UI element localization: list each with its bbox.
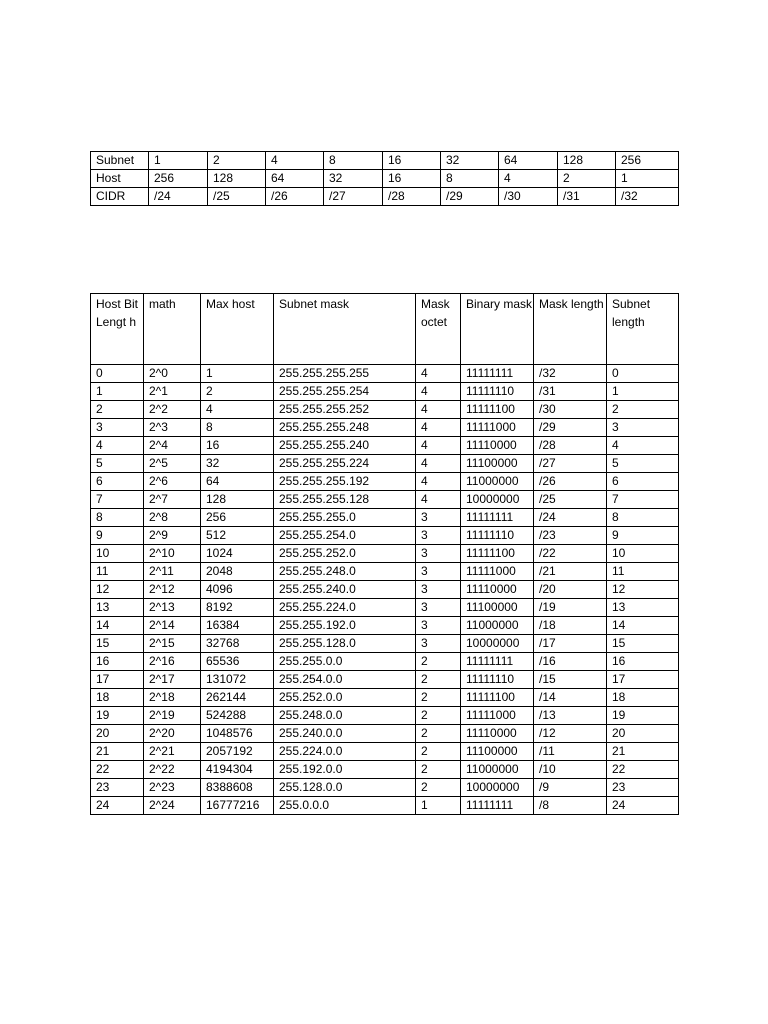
mask-length-cell: /11 [534, 743, 607, 761]
host-bit-length-cell: 2 [91, 401, 144, 419]
binary-mask-cell: 11111100 [461, 545, 534, 563]
max-host-cell: 524288 [201, 707, 274, 725]
subnet-mask-cell: 255.224.0.0 [274, 743, 416, 761]
max-host-cell: 1024 [201, 545, 274, 563]
max-host-cell: 8 [201, 419, 274, 437]
mask-octet-cell: 2 [416, 689, 461, 707]
table-row [91, 779, 679, 797]
mask-length-cell: /32 [534, 365, 607, 383]
mask-octet-cell: 4 [416, 419, 461, 437]
mask-length-cell: /16 [534, 653, 607, 671]
binary-mask-cell: 11110000 [461, 725, 534, 743]
host-bit-length-cell: 6 [91, 473, 144, 491]
math-cell: 2^0 [144, 365, 201, 383]
subnet-length-cell: 6 [607, 473, 679, 491]
summary-cell: /29 [441, 188, 499, 206]
subnet-mask-cell: 255.255.255.252 [274, 401, 416, 419]
subnet-length-cell: 20 [607, 725, 679, 743]
mask-octet-cell: 3 [416, 545, 461, 563]
subnet-mask-cell: 255.255.255.255 [274, 365, 416, 383]
table-row [91, 383, 679, 401]
host-bit-length-cell: 16 [91, 653, 144, 671]
mask-octet-cell: 3 [416, 527, 461, 545]
math-cell: 2^1 [144, 383, 201, 401]
summary-cell: 32 [441, 152, 499, 170]
host-bit-length-cell: 22 [91, 761, 144, 779]
binary-mask-cell: 11111000 [461, 707, 534, 725]
subnet-mask-cell: 255.255.255.128 [274, 491, 416, 509]
table-row [91, 563, 679, 581]
mask-length-cell: /8 [534, 797, 607, 815]
host-bit-length-cell: 11 [91, 563, 144, 581]
host-bit-length-cell: 12 [91, 581, 144, 599]
table-row [91, 689, 679, 707]
table-row [91, 401, 679, 419]
mask-length-cell: /27 [534, 455, 607, 473]
math-cell: 2^7 [144, 491, 201, 509]
summary-cell: /25 [208, 188, 266, 206]
mask-length-cell: /19 [534, 599, 607, 617]
mask-octet-cell: 3 [416, 509, 461, 527]
summary-cell: /32 [616, 188, 679, 206]
binary-mask-cell: 11110000 [461, 581, 534, 599]
max-host-cell: 256 [201, 509, 274, 527]
header-max-host: Max host [201, 294, 274, 365]
max-host-cell: 65536 [201, 653, 274, 671]
max-host-cell: 4194304 [201, 761, 274, 779]
binary-mask-cell: 11111111 [461, 365, 534, 383]
header-subnet-length: Subnet length [607, 294, 679, 365]
subnet-mask-cell: 255.255.255.224 [274, 455, 416, 473]
max-host-cell: 128 [201, 491, 274, 509]
math-cell: 2^11 [144, 563, 201, 581]
mask-octet-cell: 3 [416, 581, 461, 599]
binary-mask-cell: 11111000 [461, 563, 534, 581]
subnet-length-cell: 16 [607, 653, 679, 671]
subnet-length-cell: 12 [607, 581, 679, 599]
subnet-mask-cell: 255.192.0.0 [274, 761, 416, 779]
mask-length-cell: /22 [534, 545, 607, 563]
summary-cell: 8 [324, 152, 383, 170]
mask-octet-cell: 4 [416, 401, 461, 419]
math-cell: 2^12 [144, 581, 201, 599]
table-row [91, 671, 679, 689]
mask-length-cell: /20 [534, 581, 607, 599]
table-row [91, 725, 679, 743]
subnet-length-cell: 13 [607, 599, 679, 617]
mask-octet-cell: 4 [416, 473, 461, 491]
max-host-cell: 1048576 [201, 725, 274, 743]
binary-mask-cell: 11110000 [461, 437, 534, 455]
binary-mask-cell: 11111111 [461, 509, 534, 527]
table-row [91, 761, 679, 779]
host-bit-length-cell: 13 [91, 599, 144, 617]
mask-octet-cell: 4 [416, 491, 461, 509]
subnet-length-cell: 11 [607, 563, 679, 581]
mask-octet-cell: 4 [416, 437, 461, 455]
mask-length-cell: /17 [534, 635, 607, 653]
max-host-cell: 1 [201, 365, 274, 383]
subnet-mask-cell: 255.255.224.0 [274, 599, 416, 617]
binary-mask-cell: 11111111 [461, 797, 534, 815]
subnet-mask-cell: 255.255.240.0 [274, 581, 416, 599]
binary-mask-cell: 11111110 [461, 671, 534, 689]
max-host-cell: 262144 [201, 689, 274, 707]
subnet-length-cell: 15 [607, 635, 679, 653]
math-cell: 2^13 [144, 599, 201, 617]
table-row [91, 545, 679, 563]
mask-octet-cell: 3 [416, 617, 461, 635]
host-bit-length-cell: 8 [91, 509, 144, 527]
mask-length-cell: /28 [534, 437, 607, 455]
math-cell: 2^14 [144, 617, 201, 635]
max-host-cell: 32768 [201, 635, 274, 653]
host-bit-length-cell: 17 [91, 671, 144, 689]
host-bit-length-cell: 24 [91, 797, 144, 815]
binary-mask-cell: 11111110 [461, 527, 534, 545]
summary-cell: 128 [208, 170, 266, 188]
subnet-mask-cell: 255.255.252.0 [274, 545, 416, 563]
subnet-summary-body [91, 152, 679, 206]
header-math: math [144, 294, 201, 365]
summary-cell: 2 [208, 152, 266, 170]
subnet-length-cell: 22 [607, 761, 679, 779]
summary-cell: /26 [266, 188, 324, 206]
table-row [91, 617, 679, 635]
host-bit-length-cell: 0 [91, 365, 144, 383]
mask-octet-cell: 4 [416, 383, 461, 401]
summary-cell: 64 [499, 152, 558, 170]
max-host-cell: 131072 [201, 671, 274, 689]
mask-octet-cell: 3 [416, 599, 461, 617]
binary-mask-cell: 11000000 [461, 473, 534, 491]
summary-row [91, 152, 679, 170]
binary-mask-cell: 11000000 [461, 617, 534, 635]
host-bit-length-cell: 4 [91, 437, 144, 455]
math-cell: 2^21 [144, 743, 201, 761]
header-subnet-mask: Subnet mask [274, 294, 416, 365]
mask-length-cell: /25 [534, 491, 607, 509]
binary-mask-cell: 11111100 [461, 689, 534, 707]
subnet-length-cell: 19 [607, 707, 679, 725]
max-host-cell: 8192 [201, 599, 274, 617]
subnet-mask-cell: 255.255.255.254 [274, 383, 416, 401]
host-bit-length-cell: 15 [91, 635, 144, 653]
math-cell: 2^24 [144, 797, 201, 815]
table-row [91, 437, 679, 455]
table-row [91, 491, 679, 509]
math-cell: 2^5 [144, 455, 201, 473]
max-host-cell: 16777216 [201, 797, 274, 815]
subnet-mask-cell: 255.255.255.248 [274, 419, 416, 437]
mask-length-cell: /24 [534, 509, 607, 527]
subnet-mask-cell: 255.255.192.0 [274, 617, 416, 635]
subnet-reference-body [91, 365, 679, 815]
max-host-cell: 16384 [201, 617, 274, 635]
host-bit-length-cell: 9 [91, 527, 144, 545]
mask-length-cell: /15 [534, 671, 607, 689]
host-bit-length-cell: 20 [91, 725, 144, 743]
summary-cell: 16 [383, 152, 441, 170]
subnet-length-cell: 17 [607, 671, 679, 689]
table-row [91, 599, 679, 617]
header-binary-mask: Binary mask [461, 294, 534, 365]
subnet-length-cell: 1 [607, 383, 679, 401]
mask-octet-cell: 4 [416, 365, 461, 383]
host-bit-length-cell: 1 [91, 383, 144, 401]
subnet-length-cell: 24 [607, 797, 679, 815]
subnet-mask-cell: 255.255.248.0 [274, 563, 416, 581]
table-row [91, 581, 679, 599]
summary-cell: 128 [558, 152, 616, 170]
math-cell: 2^10 [144, 545, 201, 563]
subnet-mask-cell: 255.248.0.0 [274, 707, 416, 725]
mask-length-cell: /12 [534, 725, 607, 743]
summary-row [91, 188, 679, 206]
mask-length-cell: /14 [534, 689, 607, 707]
subnet-mask-cell: 255.0.0.0 [274, 797, 416, 815]
math-cell: 2^23 [144, 779, 201, 797]
subnet-length-cell: 0 [607, 365, 679, 383]
header-mask-octet: Mask octet [416, 294, 461, 365]
binary-mask-cell: 11100000 [461, 743, 534, 761]
subnet-length-cell: 18 [607, 689, 679, 707]
binary-mask-cell: 11111111 [461, 653, 534, 671]
summary-cell: /30 [499, 188, 558, 206]
summary-cell: 8 [441, 170, 499, 188]
summary-row-label: Host [91, 170, 149, 188]
max-host-cell: 4096 [201, 581, 274, 599]
mask-length-cell: /10 [534, 761, 607, 779]
subnet-reference-table [90, 293, 679, 815]
math-cell: 2^8 [144, 509, 201, 527]
mask-octet-cell: 3 [416, 563, 461, 581]
summary-cell: 4 [499, 170, 558, 188]
summary-cell: /27 [324, 188, 383, 206]
math-cell: 2^18 [144, 689, 201, 707]
summary-cell: /28 [383, 188, 441, 206]
subnet-mask-cell: 255.255.255.240 [274, 437, 416, 455]
table-row [91, 743, 679, 761]
subnet-mask-cell: 255.128.0.0 [274, 779, 416, 797]
subnet-summary-table [90, 151, 679, 206]
summary-cell: 2 [558, 170, 616, 188]
subnet-length-cell: 5 [607, 455, 679, 473]
math-cell: 2^20 [144, 725, 201, 743]
mask-length-cell: /29 [534, 419, 607, 437]
host-bit-length-cell: 23 [91, 779, 144, 797]
binary-mask-cell: 11111100 [461, 401, 534, 419]
table-row [91, 635, 679, 653]
max-host-cell: 64 [201, 473, 274, 491]
max-host-cell: 2057192 [201, 743, 274, 761]
mask-length-cell: /26 [534, 473, 607, 491]
host-bit-length-cell: 19 [91, 707, 144, 725]
table-row [91, 365, 679, 383]
max-host-cell: 512 [201, 527, 274, 545]
binary-mask-cell: 11111110 [461, 383, 534, 401]
host-bit-length-cell: 3 [91, 419, 144, 437]
summary-cell: 16 [383, 170, 441, 188]
table-row [91, 797, 679, 815]
mask-octet-cell: 2 [416, 725, 461, 743]
subnet-mask-cell: 255.255.0.0 [274, 653, 416, 671]
mask-length-cell: /13 [534, 707, 607, 725]
summary-cell: 64 [266, 170, 324, 188]
subnet-length-cell: 2 [607, 401, 679, 419]
header-mask-length: Mask length [534, 294, 607, 365]
subnet-mask-cell: 255.255.254.0 [274, 527, 416, 545]
table-row [91, 509, 679, 527]
mask-octet-cell: 2 [416, 671, 461, 689]
mask-octet-cell: 2 [416, 779, 461, 797]
mask-octet-cell: 4 [416, 455, 461, 473]
mask-octet-cell: 2 [416, 743, 461, 761]
max-host-cell: 16 [201, 437, 274, 455]
subnet-length-cell: 7 [607, 491, 679, 509]
math-cell: 2^15 [144, 635, 201, 653]
summary-cell: 1 [149, 152, 208, 170]
math-cell: 2^22 [144, 761, 201, 779]
math-cell: 2^17 [144, 671, 201, 689]
mask-octet-cell: 2 [416, 653, 461, 671]
host-bit-length-cell: 14 [91, 617, 144, 635]
subnet-length-cell: 10 [607, 545, 679, 563]
summary-row [91, 170, 679, 188]
table-row [91, 527, 679, 545]
subnet-mask-cell: 255.252.0.0 [274, 689, 416, 707]
binary-mask-cell: 10000000 [461, 491, 534, 509]
binary-mask-cell: 10000000 [461, 635, 534, 653]
subnet-mask-cell: 255.254.0.0 [274, 671, 416, 689]
subnet-length-cell: 23 [607, 779, 679, 797]
math-cell: 2^9 [144, 527, 201, 545]
summary-cell: /31 [558, 188, 616, 206]
math-cell: 2^6 [144, 473, 201, 491]
mask-length-cell: /31 [534, 383, 607, 401]
header-host-bit-length: Host Bit Lengt h [91, 294, 144, 365]
host-bit-length-cell: 5 [91, 455, 144, 473]
table-row [91, 419, 679, 437]
summary-row-label: CIDR [91, 188, 149, 206]
summary-cell: 256 [616, 152, 679, 170]
subnet-length-cell: 3 [607, 419, 679, 437]
math-cell: 2^19 [144, 707, 201, 725]
max-host-cell: 32 [201, 455, 274, 473]
math-cell: 2^2 [144, 401, 201, 419]
math-cell: 2^3 [144, 419, 201, 437]
math-cell: 2^4 [144, 437, 201, 455]
max-host-cell: 2048 [201, 563, 274, 581]
summary-cell: 1 [616, 170, 679, 188]
summary-row-label: Subnet [91, 152, 149, 170]
binary-mask-cell: 11111000 [461, 419, 534, 437]
summary-cell: 256 [149, 170, 208, 188]
max-host-cell: 8388608 [201, 779, 274, 797]
table-row [91, 707, 679, 725]
mask-length-cell: /18 [534, 617, 607, 635]
mask-octet-cell: 2 [416, 761, 461, 779]
mask-octet-cell: 1 [416, 797, 461, 815]
subnet-length-cell: 8 [607, 509, 679, 527]
mask-octet-cell: 2 [416, 707, 461, 725]
summary-cell: /24 [149, 188, 208, 206]
subnet-length-cell: 14 [607, 617, 679, 635]
binary-mask-cell: 11100000 [461, 599, 534, 617]
subnet-mask-cell: 255.240.0.0 [274, 725, 416, 743]
binary-mask-cell: 10000000 [461, 779, 534, 797]
mask-octet-cell: 3 [416, 635, 461, 653]
mask-length-cell: /30 [534, 401, 607, 419]
binary-mask-cell: 11100000 [461, 455, 534, 473]
binary-mask-cell: 11000000 [461, 761, 534, 779]
max-host-cell: 4 [201, 401, 274, 419]
host-bit-length-cell: 21 [91, 743, 144, 761]
subnet-length-cell: 4 [607, 437, 679, 455]
mask-length-cell: /23 [534, 527, 607, 545]
mask-length-cell: /21 [534, 563, 607, 581]
summary-cell: 32 [324, 170, 383, 188]
host-bit-length-cell: 10 [91, 545, 144, 563]
table-row [91, 653, 679, 671]
mask-length-cell: /9 [534, 779, 607, 797]
max-host-cell: 2 [201, 383, 274, 401]
subnet-mask-cell: 255.255.128.0 [274, 635, 416, 653]
subnet-length-cell: 21 [607, 743, 679, 761]
math-cell: 2^16 [144, 653, 201, 671]
table-row [91, 473, 679, 491]
reference-header-row [91, 294, 679, 365]
subnet-mask-cell: 255.255.255.192 [274, 473, 416, 491]
host-bit-length-cell: 7 [91, 491, 144, 509]
summary-cell: 4 [266, 152, 324, 170]
subnet-length-cell: 9 [607, 527, 679, 545]
table-row [91, 455, 679, 473]
host-bit-length-cell: 18 [91, 689, 144, 707]
subnet-mask-cell: 255.255.255.0 [274, 509, 416, 527]
